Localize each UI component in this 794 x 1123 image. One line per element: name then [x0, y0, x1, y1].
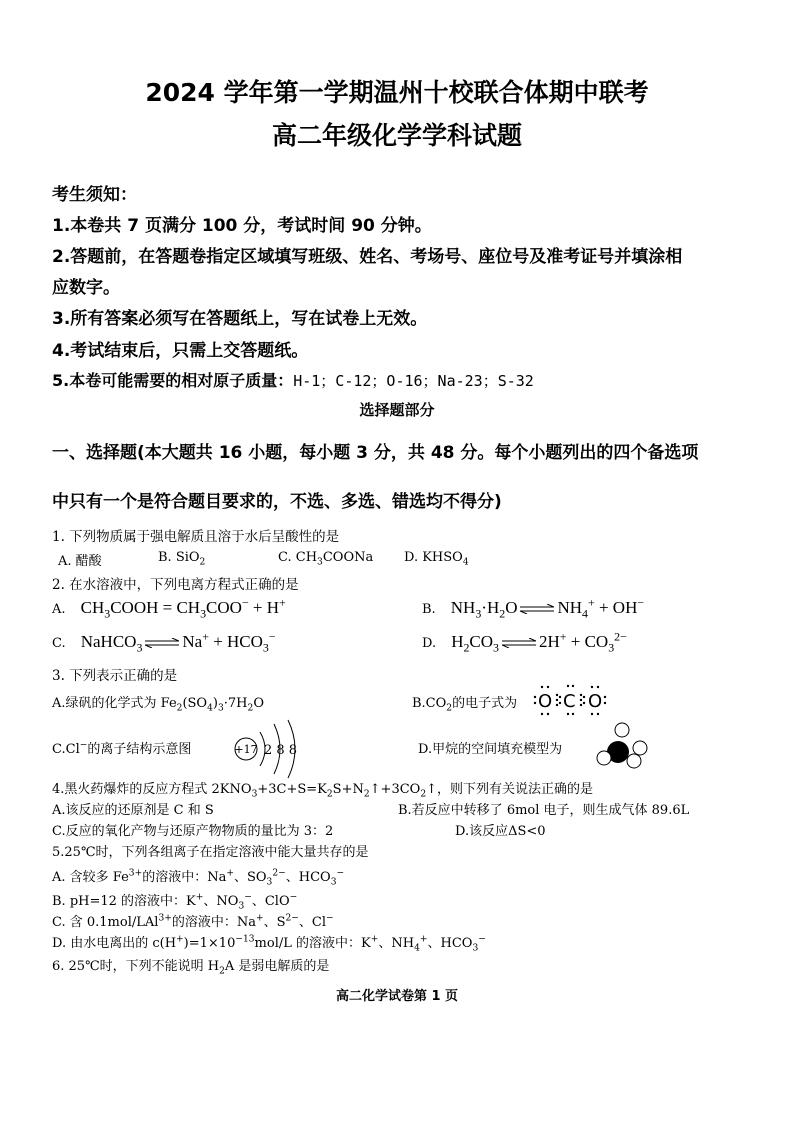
co2-electron-formula	[532, 683, 608, 717]
q4-stem: 4.黑火药爆炸的反应方程式 $2KNO_3+3C+S=K_2S+N_2↑+3CO_2↑$，则下列有关说法正确的是	[52, 782, 594, 800]
page-footer: 高二化学试卷第 1 页	[335, 989, 459, 1004]
ion-nucleus: +17	[234, 743, 258, 756]
q3-option-a: A.绿矾的化学式为 $Fe_2(SO_4)_3\cdot 7H_2O$	[52, 696, 264, 714]
exam-subtitle: 高二年级化学学科试题	[271, 121, 522, 150]
section-desc-1: 一、选择题(本大题共 16 小题，每小题 3 分，共 48 分。每个小题列出的四个备选项	[52, 443, 699, 463]
note-2-cont: 应数字。	[52, 278, 120, 298]
chloride-ion-diagram	[232, 718, 312, 780]
exam-title: 2024 学年第一学期温州十校联合体期中联考	[145, 78, 649, 107]
section-title: 选择题部分	[359, 401, 435, 419]
q1-option-a: A. 醋酸	[58, 554, 102, 569]
q6-stem: 6. 25℃时，下列不能说明 $H_2A$ 是弱电解质的是	[52, 959, 330, 977]
q5-option-d: D. 由水电离出的 $c(H^+)=1\times 10^{-13}mol/L$ 的溶液中：K+、$NH_4^+$、$HCO_3^-$	[52, 934, 486, 954]
q5-option-a: A. 含较多 $Fe^{3+}$的溶液中：Na+、$SO_3^{2-}$、$HCO_3^-$	[52, 868, 345, 888]
svg-text:O: O	[538, 691, 553, 712]
svg-text:O: O	[588, 691, 603, 712]
note-5-prefix: 5.本卷可能需要的相对原子质量：	[52, 371, 294, 390]
q4-option-a: A.该反应的还原剂是 C 和 S	[52, 803, 214, 818]
q3-option-b: $B.CO_2$的电子式为	[412, 696, 518, 714]
ion-shell-electrons: 2 8 8	[264, 743, 298, 758]
q3-option-c: C.Cl−的离子结构示意图	[52, 740, 192, 757]
methane-space-filling-model	[596, 718, 654, 770]
q2-option-b: B. $NH_3\cdot H_2O$ $NH_4^+ + OH^-$	[422, 595, 645, 621]
q4-option-b: B.若反应中转移了 6mol 电子，则生成气体 89.6L	[398, 803, 690, 818]
q1-option-b: B. SiO$_2$	[158, 550, 206, 568]
note-5-values: H-1；C-12；O-16；Na-23；S-32	[293, 372, 534, 390]
notes-heading: 考生须知：	[52, 185, 137, 205]
note-5	[52, 368, 534, 391]
q2-option-c: C. NaHCO$_3$ $Na^+ + HCO_3^-$	[52, 629, 276, 655]
q2-option-a: A. $CH_3COOH = CH_3COO^- + H^+$	[52, 595, 286, 621]
q5-option-c: C. 含 0.1mol/LAl$^{3+}$的溶液中：Na+、$S^{2-}$、Cl−	[52, 913, 334, 930]
note-3: 3.所有答案必须写在答题纸上，写在试卷上无效。	[52, 309, 428, 329]
note-1: 1.本卷共 7 页满分 100 分，考试时间 90 分钟。	[52, 216, 432, 236]
q3-stem: 3. 下列表示正确的是	[52, 668, 178, 684]
q3-option-d: D.甲烷的空间填充模型为	[418, 742, 563, 757]
q1-stem: 1. 下列物质属于强电解质且溶于水后呈酸性的是	[52, 529, 340, 545]
q5-option-b: B. pH=12 的溶液中：K+、$NO_3^-$、ClO−	[52, 892, 298, 912]
q4-option-d: D.该反应ΔS<0	[455, 824, 546, 839]
section-desc-2: 中只有一个是符合题目要求的，不选、多选、错选均不得分)	[52, 492, 502, 512]
svg-text:C: C	[563, 691, 576, 712]
q1-option-d: D. $KHSO_4$	[404, 550, 469, 568]
q2-option-d: D. $H_2CO_3$ $2H^+ + CO_3^{2-}$	[422, 629, 627, 655]
q4-option-c: C.反应的氧化产物与还原产物物质的量比为 3：2	[52, 824, 334, 839]
q2-stem: 2. 在水溶液中，下列电离方程式正确的是	[52, 577, 299, 593]
note-2: 2.答题前，在答题卷指定区域填写班级、姓名、考场号、座位号及准考证号并填涂相	[52, 247, 683, 267]
q1-option-c: C. $CH_3COONa$	[278, 550, 374, 568]
note-4: 4.考试结束后，只需上交答题纸。	[52, 341, 309, 361]
q5-stem: 5.25℃时，下列各组离子在指定溶液中能大量共存的是	[52, 845, 369, 860]
